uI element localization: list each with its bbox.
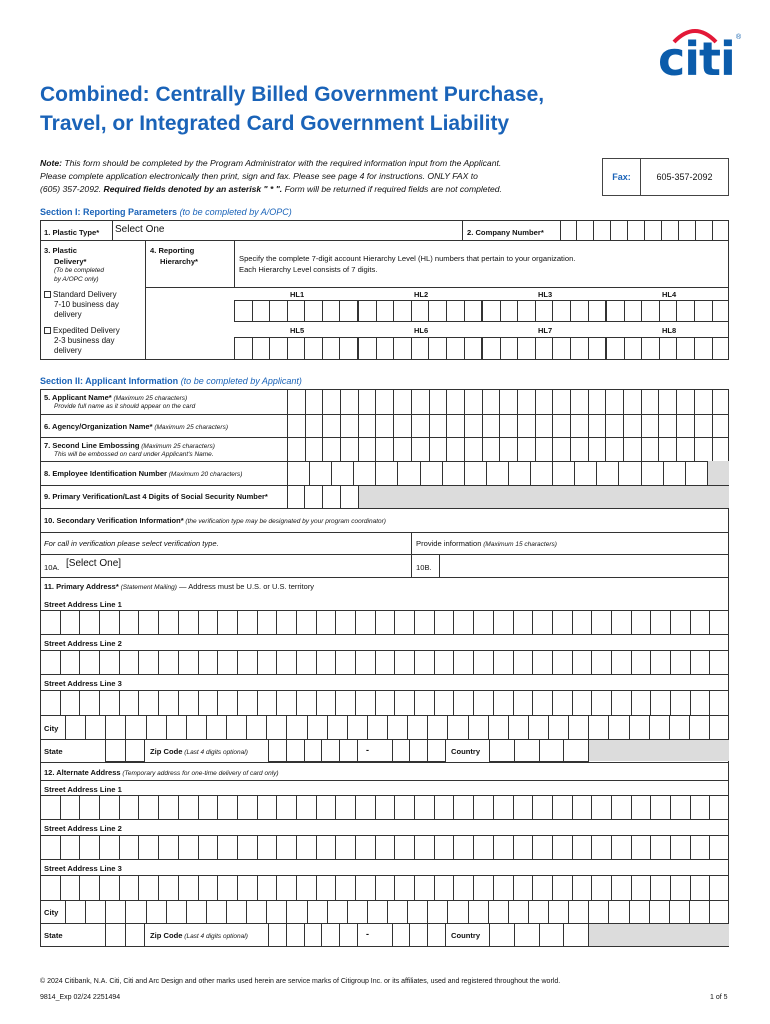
agency-name-input[interactable] — [287, 414, 729, 438]
hl3-label: HL3 — [538, 290, 553, 299]
alt-street2-input[interactable] — [40, 835, 729, 860]
hl5-label: HL5 — [290, 326, 305, 335]
primary-verification-label: 9. Primary Verification/Last 4 Digits of Social Security Number* — [44, 492, 268, 501]
alt-country-label: Country — [451, 931, 481, 940]
hl7-label: HL7 — [538, 326, 553, 335]
copyright-text: © 2024 Citibank, N.A. Citi, Citi and Arc Design and other marks used herein are service marks of Citigroup Inc. or its affiliates, used and registered throughout the world. — [40, 978, 561, 985]
primary-street3-label: Street Address Line 3 — [44, 679, 122, 688]
second-line-note: This will be embossed on card under Applicant's Name. — [54, 451, 214, 458]
verification-info-input[interactable] — [439, 554, 729, 578]
alt-state-label: State — [44, 931, 63, 940]
ssn-last4-input[interactable] — [287, 485, 359, 509]
page-number: 1 of 5 — [710, 994, 728, 1001]
call-in-verification-note: For call in verification please select verification type. — [44, 539, 219, 548]
hl8-label: HL8 — [662, 326, 677, 335]
plastic-delivery-label: 3. Plastic Delivery* — [44, 246, 87, 266]
alt-zip-dash: - — [366, 929, 369, 939]
primary-street1-label: Street Address Line 1 — [44, 600, 122, 609]
provide-info-label: Provide information (Maximum 15 characters) — [416, 539, 557, 548]
company-number-input[interactable] — [560, 220, 729, 240]
hl-description: Specify the complete 7-digit account Hierarchy Level (HL) numbers that pertain to your organization. Each Hierarchy Level consists of 7 digits. — [239, 254, 576, 274]
hl1-label: HL1 — [290, 290, 305, 299]
plastic-type-label: 1. Plastic Type* — [44, 228, 100, 237]
page-title: Combined: Centrally Billed Government Purchase, Travel, or Integrated Card Government Liability — [40, 83, 545, 135]
applicant-name-note: Provide full name as it should appear on the card — [54, 403, 196, 410]
primary-street2-label: Street Address Line 2 — [44, 639, 122, 648]
alt-state-input[interactable] — [105, 923, 145, 947]
form-id: 9814_Exp 02/24 2251494 — [40, 994, 121, 1001]
employee-id-input[interactable] — [287, 461, 729, 486]
company-number-label: 2. Company Number* — [467, 228, 544, 237]
citi-arc-icon — [672, 24, 718, 44]
primary-street2-input[interactable] — [40, 650, 729, 675]
employee-id-label: 8. Employee Identification Number (Maximum 20 characters) — [44, 469, 243, 478]
primary-zip-label: Zip Code (Last 4 digits optional) — [150, 747, 248, 756]
second-line-input[interactable] — [287, 437, 729, 462]
alt-street2-label: Street Address Line 2 — [44, 824, 122, 833]
alt-city-input[interactable] — [65, 900, 729, 924]
primary-state-label: State — [44, 747, 63, 756]
second-line-label: 7. Second Line Embossing (Maximum 25 characters) — [44, 441, 215, 450]
registered-mark: ® — [736, 34, 742, 41]
reporting-hierarchy-label: 4. Reporting Hierarchy* — [150, 246, 198, 266]
hl5-8-input[interactable] — [234, 337, 729, 360]
delivery-note: (To be completed by A/OPC only) — [54, 267, 104, 283]
hl4-label: HL4 — [662, 290, 677, 299]
secondary-verification-label: 10. Secondary Verification Information* (the verification type may be designated by your program coordinator) — [44, 516, 386, 525]
applicant-name-label: 5. Applicant Name* (Maximum 25 characters) — [44, 393, 188, 402]
primary-street1-input[interactable] — [40, 610, 729, 635]
field-10b-label: 10B. — [416, 563, 432, 572]
alt-city-label: City — [44, 908, 59, 917]
standard-delivery-option[interactable]: Standard Delivery 7-10 business day delivery — [44, 290, 119, 320]
agency-name-label: 6. Agency/Organization Name* (Maximum 25 characters) — [44, 422, 229, 431]
alt-street1-input[interactable] — [40, 795, 729, 820]
expedited-delivery-checkbox[interactable] — [44, 327, 51, 334]
zip-dash: - — [366, 745, 369, 755]
alt-street3-label: Street Address Line 3 — [44, 864, 122, 873]
primary-address-label: 11. Primary Address* (Statement Mailing) — Address must be U.S. or U.S. territory — [44, 582, 315, 591]
primary-country-label: Country — [451, 747, 481, 756]
alt-street1-label: Street Address Line 1 — [44, 785, 122, 794]
alternate-address-label: 12. Alternate Address (Temporary address for one-time delivery of card only) — [44, 768, 279, 777]
hl6-label: HL6 — [414, 326, 429, 335]
primary-city-input[interactable] — [65, 716, 729, 740]
verification-type-select[interactable]: [Select One] — [66, 558, 122, 569]
fax-number: 605-357-2092 — [656, 172, 713, 182]
citi-logo: citi — [658, 32, 735, 86]
alt-zip-input[interactable] — [268, 923, 446, 947]
alt-country-input[interactable] — [489, 923, 589, 947]
hl1-4-input[interactable] — [234, 300, 729, 322]
alt-zip-label: Zip Code (Last 4 digits optional) — [150, 931, 248, 940]
applicant-name-input[interactable] — [287, 389, 729, 415]
primary-street3-input[interactable] — [40, 690, 729, 716]
field-10a-label: 10A. — [44, 563, 60, 572]
alt-street3-input[interactable] — [40, 875, 729, 901]
note-block: Note: This form should be completed by the Program Administrator with the required information input from the Applicant. Please complete application electronically then print, sign and fax. Please see page 4 for instructions. ONLY FAX to (605) 357-2092. Required fields denoted by an asterisk " * ". Form will be returned if required fields are not completed. — [40, 158, 502, 194]
hl2-label: HL2 — [414, 290, 429, 299]
primary-city-label: City — [44, 724, 59, 733]
primary-zip-input[interactable] — [268, 739, 446, 762]
plastic-type-select[interactable]: Select One — [115, 224, 165, 235]
expedited-delivery-option[interactable]: Expedited Delivery 2-3 business day delivery — [44, 326, 120, 356]
primary-state-input[interactable] — [105, 739, 145, 762]
section-1-title: Section I: Reporting Parameters (to be completed by A/OPC) — [40, 207, 292, 217]
standard-delivery-checkbox[interactable] — [44, 291, 51, 298]
fax-label: Fax: — [603, 159, 641, 195]
primary-country-input[interactable] — [489, 739, 589, 762]
fax-box — [602, 158, 729, 196]
section-2-title: Section II: Applicant Information (to be completed by Applicant) — [40, 376, 302, 386]
